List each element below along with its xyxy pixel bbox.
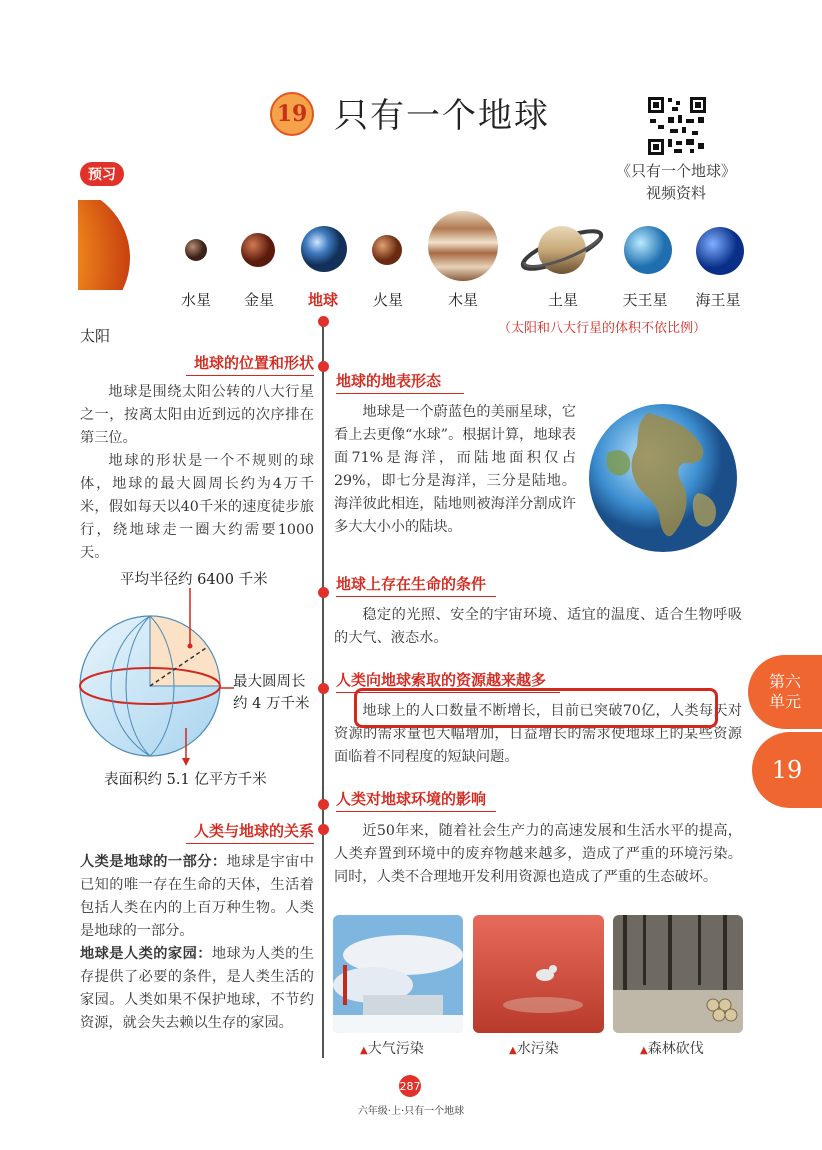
caption-water-pollution bbox=[509, 1038, 559, 1058]
page-number: 287 bbox=[399, 1075, 421, 1097]
earth-globe-image bbox=[588, 403, 738, 553]
paragraph-home bbox=[80, 943, 314, 1035]
qr-caption bbox=[606, 160, 746, 204]
timeline-dot bbox=[318, 361, 329, 372]
heading-position-shape: 地球的位置和形状 bbox=[186, 352, 314, 376]
caption-text: 森林砍伐 bbox=[647, 1041, 704, 1057]
paragraph-life-conditions: 稳定的光照、安全的宇宙环境、适宜的温度、适合生物呼吸的大气、液态水。 bbox=[334, 607, 742, 646]
mars-image bbox=[372, 235, 402, 265]
planet-label-neptune: 海王星 bbox=[695, 291, 741, 309]
triangle-icon: ▲ bbox=[509, 1045, 517, 1056]
paragraph-text: 地球为人类的生存提供了必要的条件，是人类生活的家园。人类如果不保护地球，不节约资源，就会失去赖以生存的家园。 bbox=[80, 946, 314, 1031]
heading-environment: 人类对地球环境的影响 bbox=[336, 788, 496, 812]
preview-badge: 预习 bbox=[80, 162, 124, 186]
caption-deforestation bbox=[640, 1038, 704, 1058]
timeline-dot bbox=[318, 824, 329, 835]
qr-caption-sub: 视频资料 bbox=[645, 184, 706, 202]
planet-label-mercury: 水星 bbox=[180, 291, 211, 309]
diagram-circumference-label bbox=[233, 671, 309, 715]
page-title: 只有一个地球 bbox=[334, 96, 550, 136]
paragraph-text: 地球是宇宙中已知的唯一存在生命的天体，生活着包括人类在内的上百万种生物。人类是地球的一部分。 bbox=[80, 854, 314, 939]
planet-label-venus: 金星 bbox=[243, 291, 274, 309]
planet-label-sun: 太阳 bbox=[80, 327, 111, 345]
highlight-box bbox=[354, 688, 718, 728]
footer-text: 六年级·上·只有一个地球 bbox=[357, 1106, 465, 1117]
photo-water-pollution bbox=[473, 915, 604, 1033]
photo-air-pollution bbox=[333, 915, 463, 1033]
diagram-area-label: 表面积约 5.1 亿平方千米 bbox=[104, 772, 267, 788]
timeline-dot bbox=[318, 316, 329, 327]
photo-deforestation bbox=[613, 915, 743, 1033]
jupiter-image bbox=[428, 211, 498, 281]
bold-lead: 人类是地球的一部分： bbox=[80, 854, 227, 870]
triangle-icon: ▲ bbox=[640, 1045, 648, 1056]
neptune-image bbox=[696, 227, 744, 275]
paragraph-surface: 地球是一个蔚蓝色的美丽星球，它看上去更像“水球”。根据计算，地球表面71%是海洋，而陆地面积仅占29%，即七分是海洋，三分是陆地。海洋彼此相连，陆地则被海洋分割成许多大大小小的陆块。 bbox=[334, 404, 576, 535]
lesson-number-badge: 19 bbox=[270, 92, 314, 136]
solar-system-illustration bbox=[78, 200, 748, 290]
triangle-icon: ▲ bbox=[360, 1045, 368, 1056]
unit-tab-line1: 第六 bbox=[768, 672, 801, 691]
mercury-image bbox=[185, 239, 207, 261]
bold-lead: 地球是人类的家园： bbox=[80, 946, 212, 962]
diagram-radius-label: 平均半径约 6400 千米 bbox=[120, 572, 268, 588]
paragraph-environment: 近50年来，随着社会生产力的高速发展和生活水平的提高，人类弃置到环境中的废弃物越来越多，造成了严重的环境污染。同时，人类不合理地开发利用资源也造成了严重的生态破坏。 bbox=[334, 823, 742, 885]
paragraph-resources: 地球上的人口数量不断增长，目前已突破70亿，人类每天对资源的需求量也大幅增加，日益增长的需求使地球上的某些资源面临着不同程度的短缺问题。 bbox=[334, 703, 742, 765]
unit-tab-line2: 单元 bbox=[768, 692, 801, 711]
heading-life-conditions: 地球上存在生命的条件 bbox=[336, 573, 496, 597]
saturn-image bbox=[519, 224, 605, 276]
timeline-dot bbox=[318, 683, 329, 694]
sun-image bbox=[78, 200, 130, 290]
heading-resources: 人类向地球索取的资源越来越多 bbox=[336, 669, 560, 693]
paragraph-position: 地球是围绕太阳公转的八大行星之一，按离太阳由近到远的次序排在第三位。 bbox=[80, 384, 314, 446]
planet-label-uranus: 天王星 bbox=[622, 291, 668, 309]
diagram-circumference-line1: 最大圆周长 bbox=[233, 674, 306, 690]
timeline-dot bbox=[318, 799, 329, 810]
scale-note: （太阳和八大行星的体积不依比例） bbox=[498, 321, 707, 336]
planet-label-earth: 地球 bbox=[307, 291, 338, 309]
uranus-image bbox=[624, 226, 672, 274]
venus-image bbox=[241, 233, 275, 267]
heading-surface: 地球的地表形态 bbox=[336, 370, 464, 394]
caption-text: 水污染 bbox=[516, 1041, 559, 1057]
caption-text: 大气污染 bbox=[367, 1041, 424, 1057]
earth-image bbox=[301, 226, 347, 272]
lesson-tab[interactable]: 19 bbox=[752, 732, 822, 808]
planet-label-saturn: 土星 bbox=[547, 291, 578, 309]
planet-label-mars: 火星 bbox=[372, 291, 403, 309]
qr-caption-title: 《只有一个地球》 bbox=[615, 162, 736, 180]
heading-human-earth: 人类与地球的关系 bbox=[186, 820, 314, 844]
paragraph-part-of-earth bbox=[80, 851, 314, 943]
caption-air-pollution bbox=[360, 1038, 424, 1058]
qr-code-icon[interactable] bbox=[646, 95, 708, 157]
timeline-dot bbox=[318, 587, 329, 598]
earth-sphere-diagram bbox=[78, 588, 238, 768]
paragraph-shape: 地球的形状是一个不规则的球体，地球的最大圆周长约为4万千米，假如每天以40千米的速度徒步旅行，绕地球走一圈大约需要1000天。 bbox=[80, 453, 314, 561]
unit-tab[interactable] bbox=[748, 655, 822, 729]
diagram-circumference-line2: 约 4 万千米 bbox=[233, 696, 310, 712]
planet-label-jupiter: 木星 bbox=[447, 291, 478, 309]
